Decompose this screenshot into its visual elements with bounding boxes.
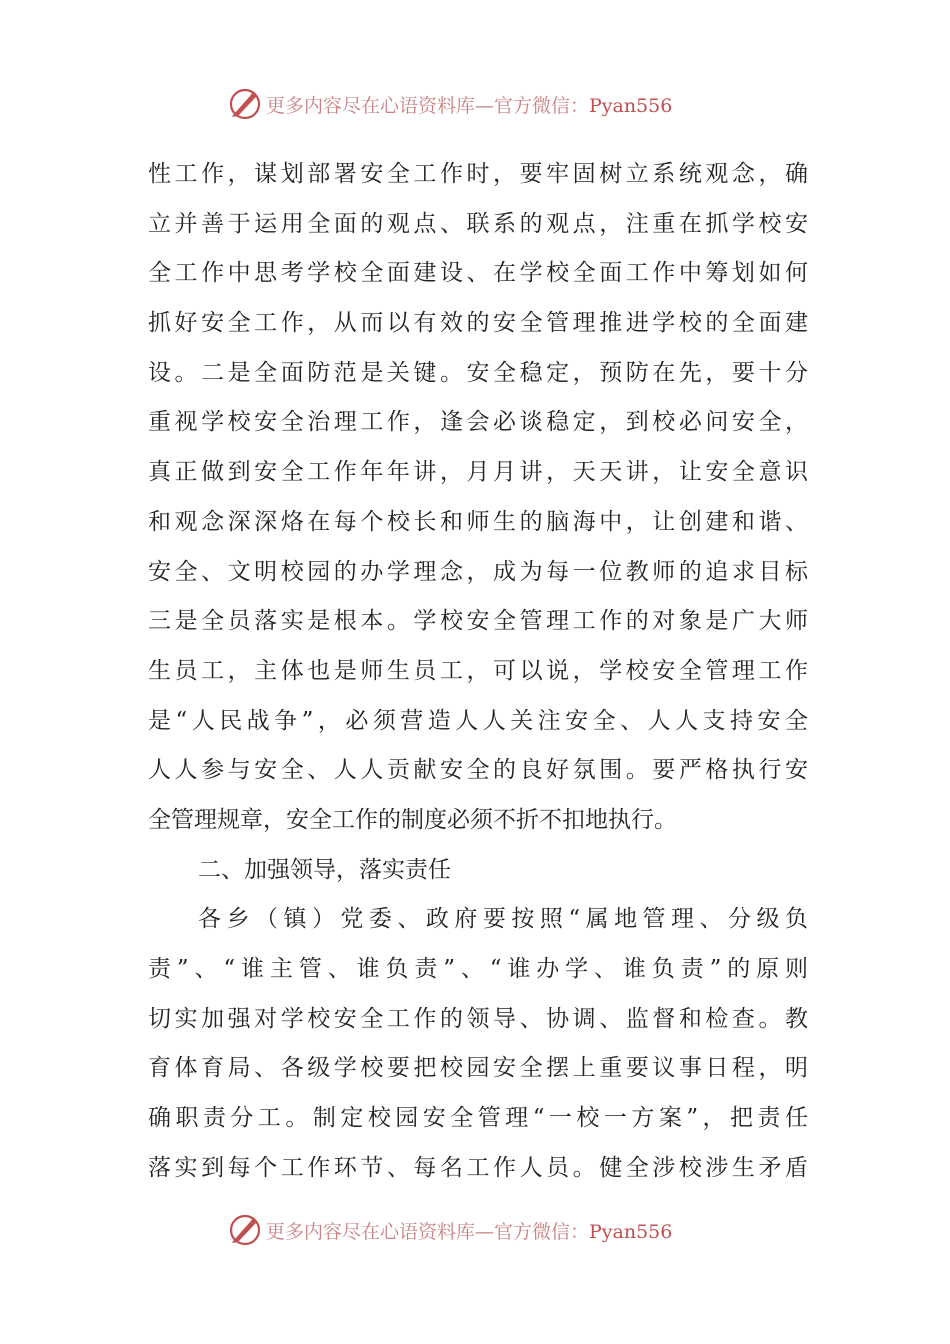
body-line: 抓好安全工作，从而以有效的安全管理推进学校的全面建 <box>148 310 808 337</box>
watermark-text: 更多内容尽在心语资料库—官方微信：Pyan556 <box>266 1220 673 1243</box>
watermark-brand: Pyan556 <box>589 1220 673 1243</box>
watermark-footer <box>228 1212 748 1248</box>
body-line: 设。二是全面防范是关键。安全稳定，预防在先，要十分 <box>148 359 808 386</box>
body-line: 全工作中思考学校全面建设、在学校全面工作中筹划如何 <box>148 260 808 287</box>
body-line: 人人参与安全、人人贡献安全的良好氛围。要严格执行安 <box>148 757 808 784</box>
body-line: 和观念深深烙在每个校长和师生的脑海中，让创建和谐、 <box>148 508 808 535</box>
body-line: 确职责分工。制定校园安全管理“一校一方案”，把责任 <box>148 1105 808 1132</box>
body-line: 是“人民战争”，必须营造人人关注安全、人人支持安全 <box>148 707 808 734</box>
paragraph-first-line: 各乡（镇）党委、政府要按照“属地管理、分级负 <box>198 906 808 933</box>
body-line: 落实到每个工作环节、每名工作人员。健全涉校涉生矛盾 <box>148 1154 808 1181</box>
body-line: 切实加强对学校安全工作的领导、协调、监督和检查。教 <box>148 1005 808 1032</box>
body-line: 三是全员落实是根本。学校安全管理工作的对象是广大师 <box>148 608 808 635</box>
body-line: 育体育局、各级学校要把校园安全摆上重要议事日程，明 <box>148 1055 808 1082</box>
pen-circle-logo-icon <box>228 1213 262 1247</box>
watermark-brand: Pyan556 <box>589 94 673 117</box>
body-line: 立并善于运用全面的观点、联系的观点，注重在抓学校安 <box>148 210 808 237</box>
body-line: 责”、“谁主管、谁负责”、“谁办学、谁负责”的原则 <box>148 956 808 982</box>
body-line: 生员工，主体也是师生员工，可以说，学校安全管理工作 <box>148 657 808 684</box>
body-line: 全管理规章，安全工作的制度必须不折不扣地执行。 <box>148 806 677 833</box>
section-heading: 二、加强领导，落实责任 <box>198 856 451 883</box>
body-line: 重视学校安全治理工作，逢会必谈稳定，到校必问安全， <box>148 409 808 436</box>
body-line: 性工作，谋划部署安全工作时，要牢固树立系统观念，确 <box>148 161 808 187</box>
watermark-text: 更多内容尽在心语资料库—官方微信：Pyan556 <box>266 94 673 117</box>
body-line: 真正做到安全工作年年讲，月月讲，天天讲，让安全意识 <box>148 459 808 486</box>
document-body <box>148 150 808 1193</box>
pen-circle-logo-icon <box>228 87 262 121</box>
body-line: 安全、文明校园的办学理念，成为每一位教师的追求目标 <box>148 558 808 585</box>
watermark-header <box>228 86 748 122</box>
